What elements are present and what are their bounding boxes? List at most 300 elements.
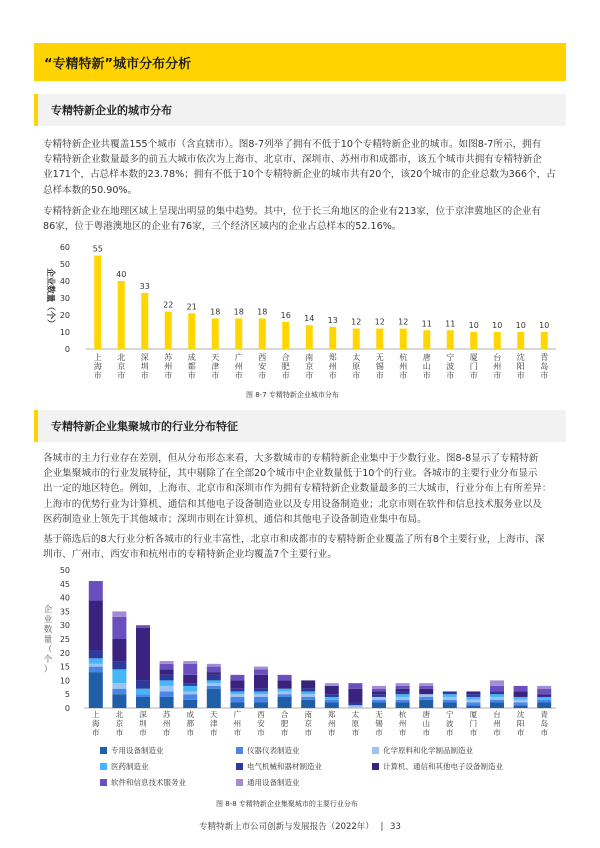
bar-杭州市 [400, 329, 407, 349]
x-tick-label-char: 西 [258, 353, 267, 362]
legend-swatch [236, 779, 243, 786]
data-label: 16 [280, 310, 291, 320]
x-tick-label-char: 市 [540, 371, 549, 380]
data-label: 14 [304, 314, 315, 324]
x-tick-label-char: 津 [211, 362, 220, 371]
x-tick-label-char: 市 [469, 371, 478, 380]
x-tick-label-char: 沈 [516, 710, 525, 719]
x-tick-label-char: 市 [210, 728, 218, 737]
stack-segment [372, 691, 386, 694]
x-tick-label-char: 阳 [516, 719, 525, 728]
x-tick-label-char: 圳 [139, 719, 147, 728]
stack-segment [348, 683, 362, 689]
stack-segment [301, 689, 315, 692]
x-tick-label [117, 352, 125, 380]
bar-郑州市 [329, 327, 336, 349]
x-tick-label-char: 山 [422, 362, 431, 371]
x-tick-label-char: 山 [422, 719, 430, 728]
x-tick-label-char: 市 [328, 728, 336, 737]
y-axis-label-char: 量 [43, 635, 53, 645]
x-tick-label-char: 市 [281, 371, 290, 380]
figure-caption-8-7: 图 8-7 专精特新企业城市分布 [246, 391, 339, 399]
stack-segment [490, 697, 504, 700]
stack-segment [160, 661, 174, 664]
stack-segment [207, 689, 221, 708]
stack-segment [490, 686, 504, 692]
page-footer [0, 820, 600, 832]
stack-segment [136, 694, 150, 697]
stack-segment [537, 697, 551, 700]
y-axis-label-char: 业 [43, 615, 53, 625]
x-tick-label-char: 市 [233, 728, 242, 737]
stack-segment [230, 691, 244, 694]
stack-segment [443, 694, 457, 697]
stack-segment [207, 686, 221, 689]
stack-segment [89, 581, 103, 600]
stack-segment [348, 705, 362, 708]
stack-segment [348, 689, 362, 703]
x-tick-label-char: 京 [115, 719, 124, 728]
x-tick-label [258, 353, 266, 380]
x-tick-label-char: 安 [258, 362, 267, 371]
x-tick-label-char: 南 [304, 710, 312, 719]
stack-segment [372, 702, 386, 708]
x-tick-label-char: 市 [352, 371, 361, 380]
y-axis-label: 企业数量（个） [45, 268, 55, 328]
x-tick-label [423, 352, 431, 380]
stack-segment [325, 683, 339, 686]
stack-segment [443, 700, 457, 703]
stack-segment [254, 675, 268, 689]
paragraph-line: 专精特新企业共覆盖155个城市（含直辖市）。图8-7列举了拥有不低于10个专精特新企业的城市。如图8-7所示，拥有 [43, 139, 542, 150]
stack-segment [160, 697, 174, 708]
legend-label: 化学原料和化学制品制造业 [383, 746, 473, 755]
stack-segment [160, 675, 174, 681]
x-tick-label-char: 市 [469, 728, 478, 737]
stack-segment [443, 697, 457, 700]
x-tick-label [493, 709, 501, 737]
x-tick-label-char: 市 [351, 728, 360, 737]
x-tick-label-char: 岛 [540, 719, 548, 728]
data-label: 12 [398, 317, 409, 327]
bar-青岛市 [541, 332, 548, 349]
legend-item [372, 761, 503, 772]
stack-segment [514, 700, 528, 703]
x-tick-label [235, 352, 243, 380]
x-tick-label-char: 锡 [375, 362, 384, 371]
stack-segment [419, 697, 433, 700]
paragraph-line: 企业集聚城市的行业发展特征，其中剔除了在全部20个城市中企业数量低于10个的行业。各城市的主要行业分布显示 [43, 468, 538, 480]
bar-成都市 [188, 313, 195, 349]
legend-swatch [100, 747, 107, 754]
x-tick-label-char: 市 [493, 728, 501, 737]
x-tick-label-char: 市 [399, 371, 408, 380]
stack-segment [372, 689, 386, 692]
bar-南京市 [306, 325, 313, 349]
x-tick-label-char: 原 [351, 719, 360, 728]
data-label: 12 [351, 317, 362, 327]
stack-segment [89, 658, 103, 664]
x-tick-label [304, 709, 312, 737]
x-tick-label-char: 市 [234, 371, 243, 380]
x-tick-label [282, 352, 290, 380]
paragraph-line: 总样本数的50.90%。 [43, 184, 138, 196]
x-tick-label [329, 352, 337, 380]
x-tick-label-char: 州 [164, 362, 173, 371]
bar-太原市 [353, 329, 360, 349]
legend-item [100, 761, 149, 772]
stack-segment [207, 683, 221, 686]
x-tick-label [141, 353, 149, 380]
data-label: 40 [116, 270, 127, 279]
x-tick-label-char: 京 [117, 362, 126, 371]
x-tick-label-char: 沈 [516, 353, 525, 362]
x-tick-label-char: 市 [140, 371, 149, 380]
bar-无锡市 [376, 329, 383, 349]
legend-label: 仪器仪表制造业 [247, 746, 300, 755]
x-tick-label [517, 352, 525, 380]
data-label: 10 [515, 321, 526, 330]
x-tick-label-char: 郑 [328, 710, 336, 719]
x-tick-label-char: 西 [257, 710, 265, 719]
subsection-title: 专精特新企业集聚城市的行业分布特征 [51, 420, 238, 433]
stack-segment [136, 680, 150, 688]
stack-segment [230, 675, 244, 681]
x-tick-label-char: 青 [540, 710, 548, 719]
stack-segment [278, 691, 292, 694]
x-tick-label-char: 上 [92, 710, 100, 719]
stack-segment [514, 686, 528, 692]
legend-item [100, 745, 164, 756]
y-tick-label: 15 [59, 662, 70, 672]
x-tick-label [540, 352, 548, 380]
x-tick-label [328, 709, 336, 737]
x-tick-label [376, 353, 384, 380]
x-tick-label-char: 都 [187, 362, 196, 371]
x-tick-label-char: 广 [233, 710, 242, 719]
x-tick-label-char: 天 [210, 710, 218, 719]
stack-segment [112, 689, 126, 695]
footer-separator: | [380, 822, 384, 832]
stack-segment [254, 694, 268, 697]
legend-label: 电气机械和器材制造业 [247, 762, 322, 771]
stack-segment [372, 697, 386, 700]
stack-segment [230, 702, 244, 708]
x-tick-label [210, 710, 218, 737]
x-tick-label-char: 市 [516, 371, 525, 380]
bar-苏州市 [165, 312, 172, 349]
stack-segment [396, 700, 410, 703]
stack-segment [301, 697, 315, 700]
x-tick-label [139, 710, 147, 737]
stack-segment [112, 611, 126, 617]
x-tick-label-char: 市 [115, 728, 124, 737]
stack-segment [301, 700, 315, 708]
y-tick-label: 40 [59, 277, 70, 286]
legend-swatch [100, 779, 107, 786]
x-tick-label-char: 岛 [540, 362, 549, 371]
x-tick-label [257, 710, 265, 737]
x-tick-label [399, 709, 407, 737]
x-tick-label-char: 州 [162, 719, 171, 728]
data-label: 18 [210, 307, 221, 317]
stack-segment [278, 689, 292, 692]
stack-segment [466, 691, 480, 694]
x-tick-label-char: 海 [92, 719, 100, 728]
stack-segment [278, 697, 292, 708]
x-tick-label-char: 州 [493, 719, 501, 728]
stack-segment [254, 689, 268, 692]
stack-segment [254, 691, 268, 694]
legend-label: 专用设备制造业 [111, 746, 164, 755]
stack-segment [348, 702, 362, 705]
stack-segment [514, 697, 528, 700]
x-tick-label-char: 市 [117, 371, 126, 380]
subsection-title: 专精特新企业的城市分布 [51, 104, 172, 117]
stack-segment [419, 686, 433, 689]
stack-segment [537, 694, 551, 697]
paragraph-line: 出一定的地区特色。例如，上海市、北京市和深圳市作为拥有专精特新企业数量最多的三大城市，行业分布上有所差异： [43, 483, 552, 495]
stack-segment [254, 667, 268, 670]
stack-segment [230, 697, 244, 703]
stack-segment [160, 686, 174, 692]
bar-宁波市 [447, 330, 454, 349]
stack-segment [325, 694, 339, 697]
stack-segment [136, 689, 150, 695]
stack-segment [443, 702, 457, 708]
x-tick-label-char: 市 [422, 728, 430, 737]
x-tick-label [493, 352, 501, 380]
legend-swatch [372, 747, 379, 754]
y-tick-label: 10 [59, 676, 70, 686]
stack-segment [207, 672, 221, 675]
stack-segment [207, 680, 221, 683]
x-tick-label-char: 原 [352, 362, 361, 371]
stack-segment [372, 700, 386, 703]
y-tick-label: 40 [59, 593, 70, 603]
bar-广州市 [235, 318, 242, 349]
stack-segment [537, 689, 551, 695]
x-tick-label-char: 肥 [281, 362, 290, 371]
data-label: 18 [233, 307, 244, 317]
legend-label: 医药制造业 [111, 762, 149, 771]
stack-segment [466, 702, 480, 705]
x-tick-label [540, 709, 548, 737]
paragraph-city-coverage [43, 137, 563, 198]
stack-segment [183, 683, 197, 686]
y-tick-label: 60 [59, 243, 70, 252]
stack-segment [183, 691, 197, 694]
x-tick-label [281, 709, 289, 737]
stack-segment [160, 664, 174, 670]
stack-segment [278, 694, 292, 697]
stack-segment [490, 694, 504, 697]
stack-segment [325, 686, 339, 694]
stack-segment [466, 700, 480, 703]
y-axis-label [44, 604, 53, 675]
stack-segment [89, 664, 103, 667]
x-tick-label-char: 锡 [375, 719, 383, 728]
paragraph-line: 上海市的优势行业为计算机、通信和其他电子设备制造业以及专用设备制造业；北京市则在软件和信息技术服务业以及 [43, 498, 542, 510]
stack-segment [112, 694, 126, 708]
x-tick-label-char: 苏 [164, 353, 173, 362]
x-tick-label-char: 市 [211, 371, 220, 380]
x-tick-label [470, 709, 478, 737]
page-number: 33 [390, 822, 401, 832]
stack-segment [466, 694, 480, 697]
bar-上海市 [94, 256, 101, 350]
stack-segment [89, 650, 103, 658]
stack-segment [112, 617, 126, 639]
stack-segment [278, 680, 292, 688]
x-tick-label-char: 市 [516, 728, 525, 737]
footer-report-title: 专精特新上市公司创新与发展报告（2022年） [199, 822, 374, 832]
y-tick-label: 35 [59, 607, 70, 617]
x-tick-label-char: 市 [304, 728, 312, 737]
x-tick-label [92, 709, 100, 737]
x-tick-label-char: 市 [493, 371, 502, 380]
stack-segment [514, 705, 528, 708]
x-tick-label-char: 宁 [446, 710, 454, 719]
stack-segment [160, 669, 174, 675]
x-tick-label-char: 唐 [422, 710, 430, 719]
x-tick-label [446, 709, 454, 737]
stack-segment [183, 661, 197, 664]
x-tick-label-char: 京 [304, 719, 312, 728]
figure-caption-8-8: 图 8-8 专精特新企业集聚城市的主要行业分布 [216, 800, 358, 808]
subsection-header-city-distribution [34, 94, 566, 126]
x-tick-label-char: 州 [398, 719, 407, 728]
x-tick-label [186, 709, 194, 737]
x-tick-label-char: 天 [211, 353, 220, 362]
stack-segment [207, 667, 221, 673]
stack-segment [514, 691, 528, 697]
y-tick-label: 0 [64, 704, 70, 713]
stack-segment [396, 702, 410, 708]
industry-stacked-bar-chart [34, 564, 566, 744]
x-tick-label-char: 深 [140, 353, 149, 362]
x-tick-label-char: 门 [469, 362, 478, 371]
stack-segment [112, 683, 126, 689]
x-tick-label-char: 杭 [399, 353, 408, 362]
stack-segment [230, 680, 244, 688]
x-tick-label-char: 广 [234, 353, 243, 362]
data-label: 22 [163, 300, 174, 310]
data-label: 12 [374, 317, 385, 327]
legend-item [100, 777, 186, 788]
stack-segment [514, 702, 528, 705]
data-label: 55 [92, 244, 103, 254]
x-tick-label-char: 苏 [162, 710, 171, 719]
stack-segment [419, 683, 433, 686]
legend-swatch [100, 763, 107, 770]
bar-北京市 [118, 281, 125, 349]
y-tick-label: 0 [64, 345, 70, 354]
stack-segment [490, 680, 504, 686]
stack-segment [183, 694, 197, 700]
stack-segment [301, 691, 315, 694]
stack-segment [207, 675, 221, 681]
x-tick-label-char: 市 [446, 728, 454, 737]
legend-item [236, 761, 322, 772]
paragraph-line: 基于筛选后的8大行业分析各城市的行业丰富性，北京市和成都市的专精特新企业覆盖了所有8个主要行业，上海市、深 [43, 534, 545, 545]
x-tick-label-char: 北 [115, 710, 124, 719]
stack-segment [325, 697, 339, 700]
x-tick-label-char: 市 [328, 371, 337, 380]
stack-segment [301, 694, 315, 697]
x-tick-label-char: 市 [93, 371, 102, 380]
paragraph-line: 业171个，占总样本数的23.78%；拥有不低于10个专精特新企业的城市共有20个，该20个城市的企业总数为366个，占 [43, 169, 556, 181]
x-tick-label-char: 市 [422, 371, 431, 380]
data-label: 11 [421, 319, 432, 329]
x-tick-label-char: 市 [162, 728, 171, 737]
x-tick-label [352, 709, 360, 737]
x-tick-label-char: 太 [352, 353, 361, 362]
data-label: 10 [492, 321, 503, 330]
x-tick-label-char: 市 [139, 728, 147, 737]
bar-台州市 [494, 332, 501, 349]
subsection-header-industry-distribution [34, 410, 566, 442]
data-label: 13 [327, 315, 338, 325]
y-tick-label: 50 [59, 566, 70, 575]
bar-厦门市 [470, 332, 477, 349]
x-tick-label [305, 352, 313, 380]
x-tick-label-char: 北 [117, 353, 126, 362]
x-tick-label-char: 安 [257, 719, 265, 728]
stack-segment [136, 628, 150, 680]
data-label: 11 [445, 319, 456, 329]
y-axis-label-char: ） [43, 665, 53, 675]
x-tick-label [164, 352, 173, 380]
x-tick-label-char: 京 [305, 362, 314, 371]
x-tick-label [352, 352, 360, 380]
legend-label: 计算机、通信和其他电子设备制造业 [383, 762, 503, 771]
y-tick-label: 20 [59, 648, 70, 658]
x-tick-label-char: 市 [375, 371, 384, 380]
x-tick-label-char: 宁 [446, 353, 455, 362]
data-label: 33 [139, 281, 150, 291]
stack-segment [136, 625, 150, 628]
legend-item [236, 745, 300, 756]
x-tick-label-char: 台 [493, 710, 501, 719]
x-tick-label-char: 市 [258, 371, 267, 380]
x-tick-label-char: 都 [186, 719, 194, 728]
stack-segment [254, 669, 268, 675]
x-tick-label-char: 市 [92, 728, 100, 737]
subsection-accent-bar [34, 94, 38, 126]
stack-segment [537, 702, 551, 708]
stack-segment [325, 702, 339, 708]
legend-item [236, 777, 300, 788]
stack-segment [230, 689, 244, 692]
paragraph-industry-features [43, 451, 563, 527]
chart-legend [100, 745, 540, 793]
section-title: “专精特新”城市分布分析 [44, 57, 192, 72]
x-tick-label-char: 无 [375, 710, 383, 719]
x-tick-label-char: 门 [469, 719, 478, 728]
stack-segment [230, 694, 244, 697]
y-tick-label: 45 [59, 579, 70, 589]
stack-segment [160, 680, 174, 686]
stack-segment [183, 675, 197, 683]
stack-segment [396, 686, 410, 689]
x-tick-label [234, 709, 242, 737]
x-tick-label-char: 无 [375, 353, 384, 362]
x-tick-label-char: 波 [446, 719, 454, 728]
x-tick-label-char: 厦 [469, 353, 478, 362]
stack-segment [419, 689, 433, 695]
x-tick-label-char: 南 [305, 353, 314, 362]
